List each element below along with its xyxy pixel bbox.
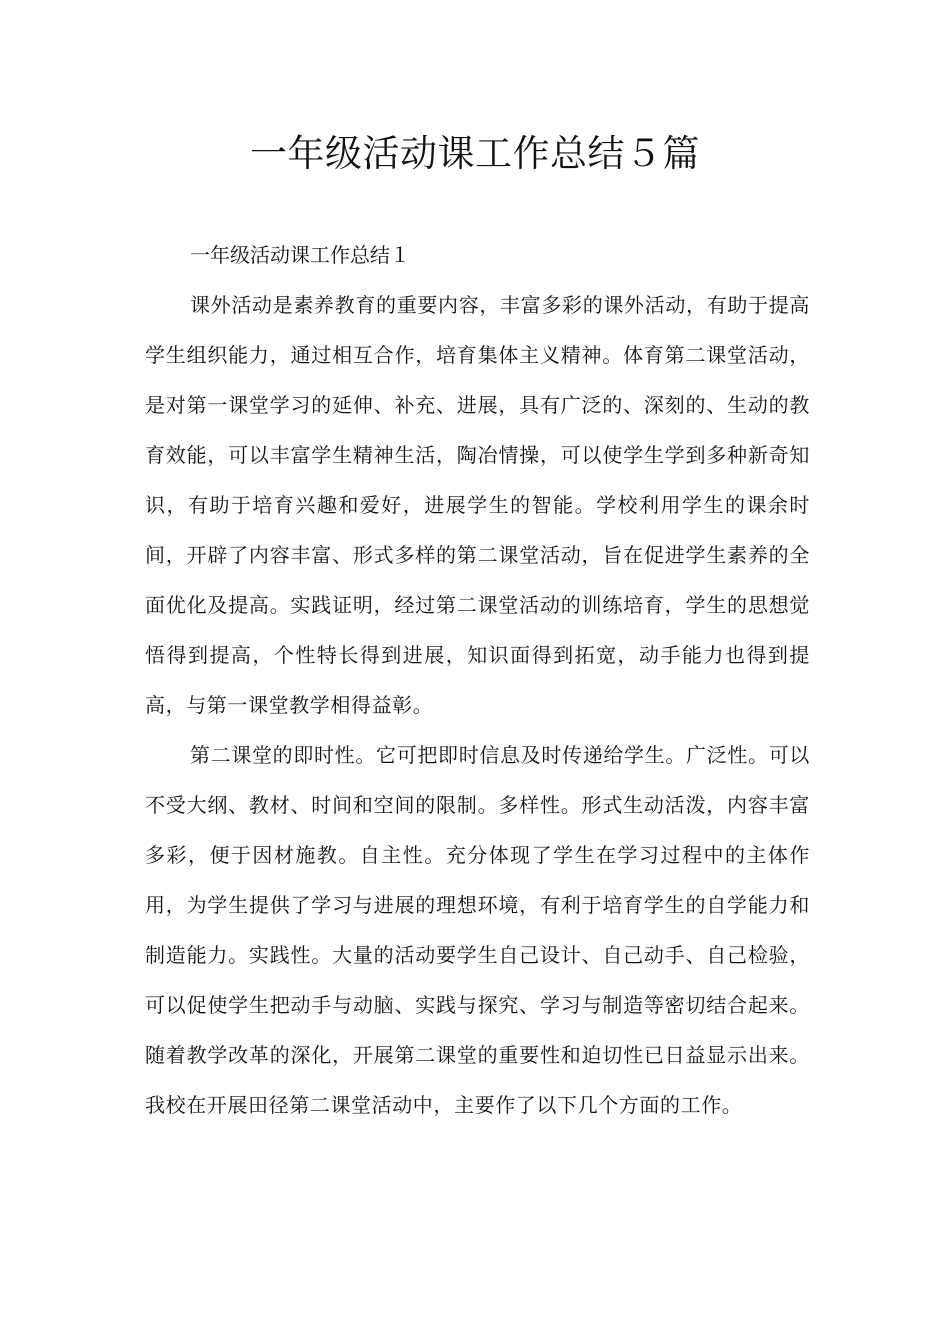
paragraph-1: 课外活动是素养教育的重要内容，丰富多彩的课外活动，有助于提高学生组织能力，通过相互合作，培育集体主义精神。体育第二课堂活动，是对第一课堂学习的延伸、补充、进展，具有广泛的、深刻的、生动的教育效能，可以丰富学生精神生活，陶冶情操，可以使学生学到多种新奇知识，有助于培育兴趣和爱好，进展学生的智能。学校利用学生的课余时间，开辟了内容丰富、形式多样的第二课堂活动，旨在促进学生素养的全面优化及提高。实践证明，经过第二课堂活动的训练培育，学生的思想觉悟得到提高，个性特长得到进展，知识面得到拓宽，动手能力也得到提高，与第一课堂教学相得益彰。: [145, 293, 810, 717]
paragraph-2: 第二课堂的即时性。它可把即时信息及时传递给学生。广泛性。可以不受大纲、教材、时间和空间的限制。多样性。形式生动活泼，内容丰富多彩，便于因材施教。自主性。充分体现了学生在学习过程中的主体作用，为学生提供了学习与进展的理想环境，有利于培育学生的自学能力和制造能力。实践性。大量的活动要学生自己设计、自己动手、自己检验，可以促使学生把动手与动脑、实践与探究、学习与制造等密切结合起来。随着教学改革的深化，开展第二课堂的重要性和迫切性已日益显示出来。我校在开展田径第二课堂活动中，主要作了以下几个方面的工作。: [145, 743, 810, 1117]
section-heading: 一年级活动课工作总结１: [190, 243, 410, 267]
document-body: [145, 230, 810, 1130]
document-title: 一年级活动课工作总结５篇: [250, 132, 700, 175]
